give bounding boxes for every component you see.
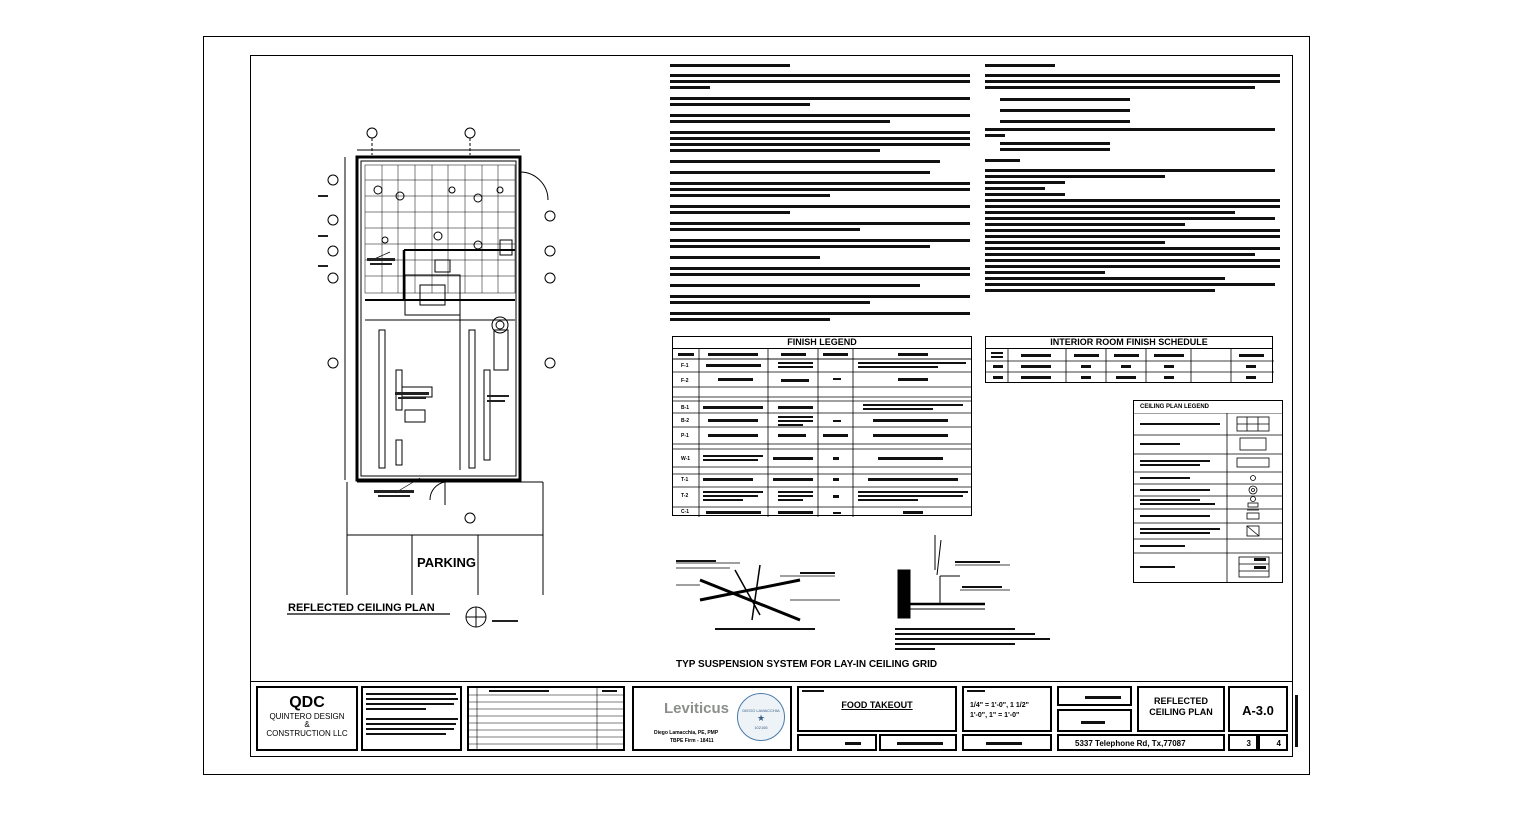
engineer-name: Diego Lamacchia, PE, PMP — [654, 730, 719, 736]
revision-box — [467, 686, 625, 751]
project-name: FOOD TAKEOUT — [841, 700, 913, 710]
seal-star-icon: ★ — [756, 713, 766, 723]
finish-code-2: F-2 — [681, 378, 689, 384]
finish-code-5: P-1 — [681, 433, 689, 439]
sheet-date-box — [962, 734, 1052, 751]
finish-code-8: T-2 — [681, 493, 689, 499]
sheet-index: 3 — [1246, 739, 1251, 748]
project-box — [797, 686, 957, 732]
plan-title: REFLECTED CEILING PLAN — [288, 602, 435, 614]
general-notes-block — [670, 64, 975, 329]
sheet-title-line-1: REFLECTED — [1154, 696, 1208, 706]
ceiling-legend-title: CEILING PLAN LEGEND — [1140, 404, 1210, 410]
company-logo: QDC — [289, 694, 325, 711]
sheet-total-box — [1258, 734, 1288, 751]
scale-line-1: 1/4" = 1'-0", 1 1/2" — [970, 702, 1029, 709]
sheet-title-box — [1137, 686, 1225, 732]
interior-schedule-grid — [986, 349, 1274, 383]
detail-title: TYP SUSPENSION SYSTEM FOR LAY-IN CEILING GRID — [676, 659, 938, 670]
seal-number: 102165 — [754, 725, 768, 730]
drawn-by-box — [879, 734, 957, 751]
project-address: 5337 Telephone Rd, Tx,77087 — [1075, 739, 1186, 748]
seal-name: DIEGO LAMACCHIA — [742, 708, 780, 713]
approved-by-box — [1057, 709, 1132, 732]
address-box — [1057, 734, 1225, 751]
sheet-number-box — [1228, 686, 1288, 732]
finish-legend-grid — [673, 349, 973, 517]
finish-code-1: F-1 — [681, 363, 689, 369]
finish-notes-block — [985, 64, 1285, 299]
parking-label: PARKING — [417, 555, 476, 570]
finish-code-3: B-1 — [681, 405, 690, 411]
sheet-index-box — [1228, 734, 1258, 751]
finish-legend-title: FINISH LEGEND — [673, 337, 971, 349]
date-box — [797, 734, 877, 751]
interior-schedule-title: INTERIOR ROOM FINISH SCHEDULE — [986, 337, 1272, 349]
scale-box — [962, 686, 1052, 732]
finish-code-6: W-1 — [681, 456, 691, 462]
sheet-number: A-3.0 — [1242, 703, 1274, 718]
sheet-title-line-2: CEILING PLAN — [1149, 707, 1213, 717]
company-name-2: CONSTRUCTION LLC — [266, 729, 348, 738]
ceiling-legend-grid — [1134, 413, 1282, 582]
reflected-ceiling-plan-drawing — [250, 120, 570, 640]
company-name-1: QUINTERO DESIGN — [269, 712, 345, 721]
company-box — [256, 686, 358, 751]
scale-line-2: 1'-0", 1" = 1'-0" — [970, 712, 1020, 719]
interior-finish-schedule — [985, 336, 1273, 383]
checked-by-box — [1057, 686, 1132, 706]
suspension-detail-drawing — [670, 530, 1070, 655]
finish-code-4: B-2 — [681, 418, 690, 424]
engineer-logo: Leviticus — [664, 700, 730, 717]
ceiling-plan-legend — [1133, 400, 1283, 583]
engineer-box — [632, 686, 792, 751]
sheet-total: 4 — [1276, 739, 1281, 748]
company-amp: & — [304, 720, 310, 729]
finish-legend-table — [672, 336, 972, 516]
copyright-box — [361, 686, 462, 751]
finish-code-9: C-1 — [681, 509, 690, 515]
side-stamp — [1295, 695, 1298, 747]
engineer-firm: TBPE Firm - 18411 — [670, 738, 714, 744]
finish-code-7: T-1 — [681, 477, 689, 483]
engineer-seal — [737, 693, 785, 741]
